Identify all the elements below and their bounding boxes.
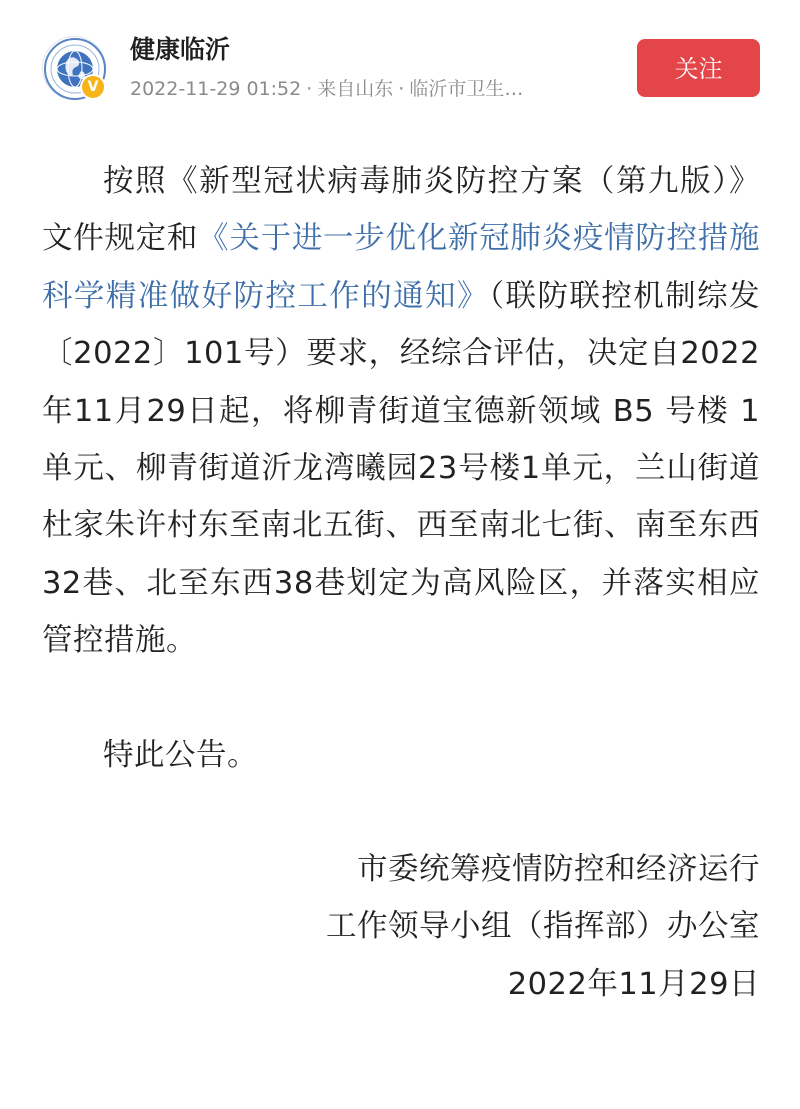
meta-separator: ·: [306, 78, 313, 100]
signature-block: [42, 841, 760, 1013]
signature-line: 市委统筹疫情防控和经济运行: [357, 852, 760, 888]
verified-badge-icon: V: [80, 74, 106, 100]
meta-separator: ·: [398, 78, 405, 100]
post-location: 来自山东: [317, 78, 394, 100]
paragraph-text: 按照《新型冠状病毒肺炎防控方案（第九版）》文件规定和: [42, 164, 760, 257]
post-source[interactable]: 临沂市卫生…: [409, 78, 524, 100]
signature-date: 2022年11月29日: [507, 966, 760, 1002]
post-meta: [130, 76, 590, 102]
post-header: [0, 0, 800, 120]
paragraph-text: （联防联控机制综发〔2022〕101号）要求，经综合评估，决定自2022年11月29日起，将柳青街道宝德新领域 B5 号楼 1 单元、柳青街道沂龙湾曦园23号楼1单元，兰山街道杜家朱许村东至南北五街、西至南北七街、南至东西32巷、北至东西38巷划定为高风险区，并落实相应管控措施。: [42, 278, 761, 659]
follow-button[interactable]: 关注: [637, 39, 760, 97]
notice-text: 特此公告。: [103, 737, 258, 773]
post-timestamp: 2022-11-29 01:52: [130, 78, 302, 100]
article-paragraph: [42, 153, 760, 670]
document-link[interactable]: 《关于进一步优化新冠肺炎疫情防控措施科学精准做好防控工作的通知》: [42, 221, 761, 314]
signature-line: 工作领导小组（指挥部）办公室: [326, 909, 760, 945]
account-name[interactable]: 健康临沂: [130, 35, 231, 64]
article-body: [42, 153, 760, 1013]
